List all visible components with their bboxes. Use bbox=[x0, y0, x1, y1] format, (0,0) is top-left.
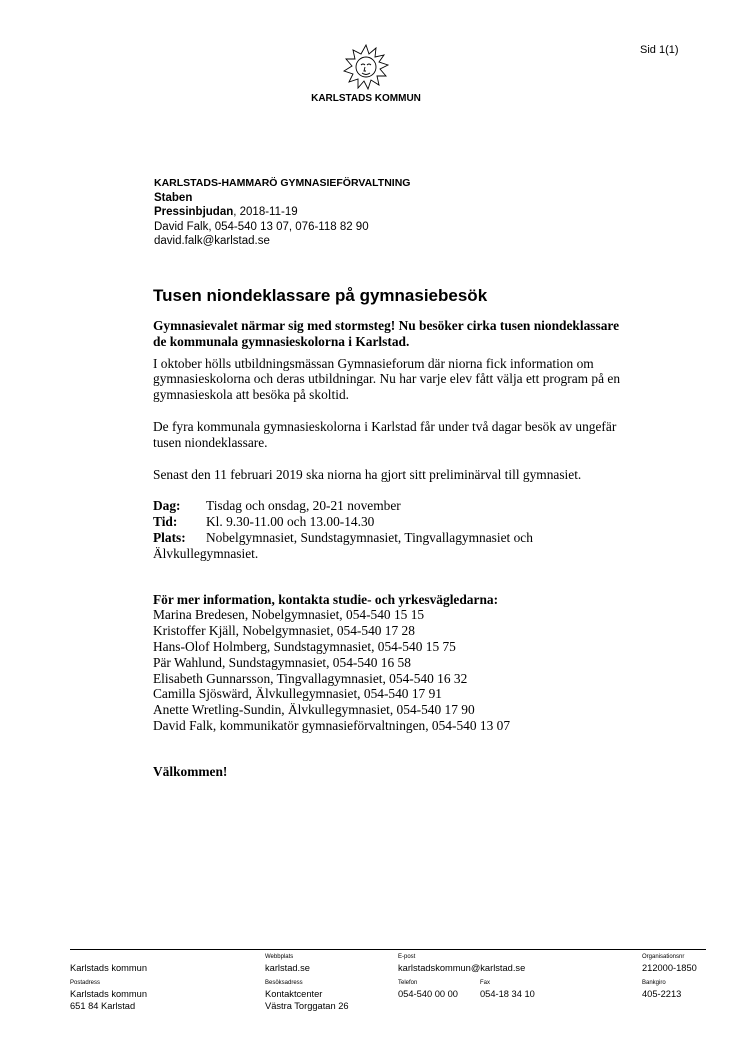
footer-phone-value: 054-540 00 00 bbox=[398, 989, 458, 999]
doc-date: , 2018-11-19 bbox=[233, 206, 298, 218]
footer-fax-value: 054-18 34 10 bbox=[480, 989, 535, 999]
headline: Tusen niondeklassare på gymnasiebesök bbox=[153, 286, 488, 305]
place-value: Nobelgymnasiet, Sundstagymnasiet, Tingvallagymnasiet och Älvkullegymnasiet. bbox=[153, 529, 533, 561]
contacts-heading: För mer information, kontakta studie- och yrkesvägledarna: bbox=[153, 591, 499, 607]
sun-logo-icon bbox=[343, 44, 389, 90]
contact-item: Pär Wahlund, Sundstagymnasiet, 054-540 16 58 bbox=[153, 654, 411, 670]
footer-fax-label: Fax bbox=[480, 980, 491, 986]
footer-org-value: 212000-1850 bbox=[642, 963, 697, 973]
detail-day bbox=[153, 498, 633, 514]
press-body bbox=[153, 318, 633, 780]
body-paragraph: Senast den 11 februari 2019 ska niorna ha gjort sitt preliminärval till gymnasiet. bbox=[153, 466, 582, 482]
time-label: Tid: bbox=[153, 514, 178, 530]
footer-visit-label: Besöksadress bbox=[265, 980, 303, 986]
footer-phone-label: Telefon bbox=[398, 980, 418, 986]
footer-bank-label: Bankgiro bbox=[642, 980, 666, 986]
sender-block bbox=[154, 176, 410, 249]
page-number: Sid 1(1) bbox=[640, 44, 679, 56]
contact-email: david.falk@karlstad.se bbox=[154, 235, 270, 247]
contact-line: David Falk, 054-540 13 07, 076-118 82 90 bbox=[154, 220, 369, 233]
footer-web-value: karlstad.se bbox=[265, 963, 310, 973]
footer-post-line2: 651 84 Karlstad bbox=[70, 1001, 136, 1011]
time-value: Kl. 9.30-11.00 och 13.00-14.30 bbox=[206, 514, 375, 530]
department-name: KARLSTADS-HAMMARÖ GYMNASIEFÖRVALTNING bbox=[154, 177, 411, 189]
day-value: Tisdag och onsdag, 20-21 november bbox=[206, 498, 401, 514]
footer-bank-value: 405-2213 bbox=[642, 989, 682, 999]
contact-item: David Falk, kommunikatör gymnasieförvaltningen, 054-540 13 07 bbox=[153, 717, 511, 733]
footer-email-value: karlstadskommun@karlstad.se bbox=[398, 963, 526, 973]
detail-time bbox=[153, 514, 633, 530]
footer-org-label: Organisationsnr bbox=[642, 954, 685, 960]
contact-item: Marina Bredesen, Nobelgymnasiet, 054-540 15 15 bbox=[153, 607, 425, 623]
body-paragraph: I oktober hölls utbildningsmässan Gymnasieforum där niorna fick information om gymnasieskolorna och deras utbildningar. Nu har varje elev fått välja ett program på en gymnasieskola att besöka på skoltid. bbox=[153, 355, 621, 403]
doc-type: Pressinbjudan bbox=[154, 206, 234, 218]
closing: Välkommen! bbox=[153, 763, 228, 779]
contact-item: Kristoffer Kjäll, Nobelgymnasiet, 054-540 17 28 bbox=[153, 623, 415, 639]
contact-item: Elisabeth Gunnarsson, Tingvallagymnasiet, 054-540 16 32 bbox=[153, 670, 468, 686]
footer-post-line1: Karlstads kommun bbox=[70, 989, 147, 999]
detail-place bbox=[153, 530, 633, 562]
doc-type-line bbox=[154, 205, 410, 220]
lead-paragraph: Gymnasievalet närmar sig med stormsteg! Nu besöker cirka tusen niondeklassare de kommunala gymnasieskolorna i Karlstad. bbox=[153, 318, 620, 349]
unit-name: Staben bbox=[154, 191, 193, 204]
body-paragraph: De fyra kommunala gymnasieskolorna i Karlstad får under två dagar besök av ungefär tusen niondeklassare. bbox=[153, 418, 617, 450]
contact-item: Camilla Sjöswärd, Älvkullegymnasiet, 054-540 17 91 bbox=[153, 686, 442, 702]
footer-divider bbox=[70, 949, 706, 950]
footer-web-label: Webbplats bbox=[265, 954, 294, 960]
footer-name: Karlstads kommun bbox=[70, 963, 147, 973]
footer-visit-line2: Västra Torggatan 26 bbox=[265, 1001, 349, 1011]
footer-visit-line1: Kontaktcenter bbox=[265, 989, 323, 999]
contact-item: Hans-Olof Holmberg, Sundstagymnasiet, 054-540 15 75 bbox=[153, 638, 456, 654]
footer-email-label: E-post bbox=[398, 954, 416, 960]
contact-item: Anette Wretling-Sundin, Älvkullegymnasiet, 054-540 17 90 bbox=[153, 702, 475, 718]
place-label: Plats: bbox=[153, 529, 186, 545]
footer-post-label: Postadress bbox=[70, 980, 101, 986]
logo-text: KARLSTADS KOMMUN bbox=[311, 93, 421, 104]
day-label: Dag: bbox=[153, 498, 181, 514]
